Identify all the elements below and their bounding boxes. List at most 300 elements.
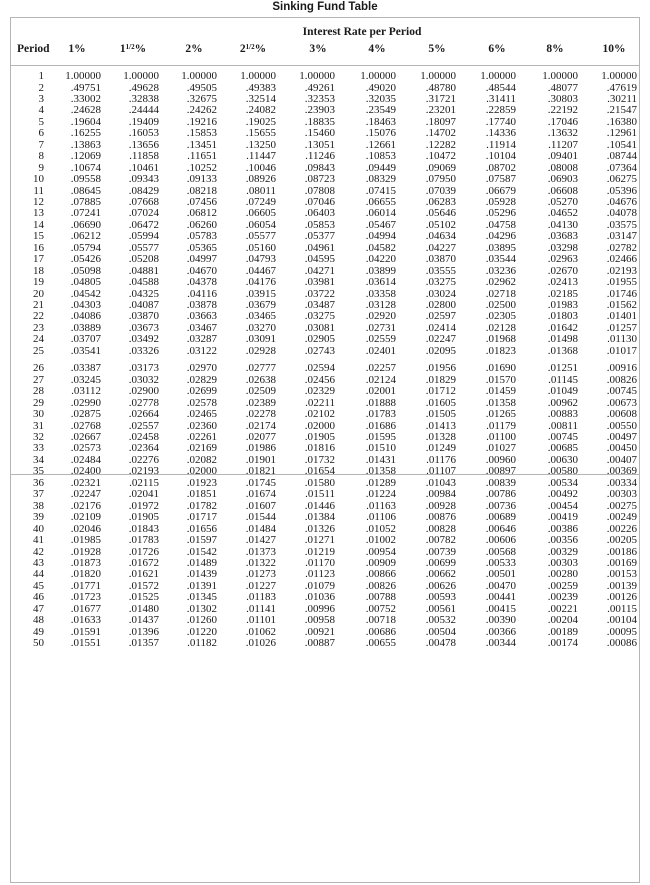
value-cell: .00752 — [365, 602, 396, 615]
value-cell: .01480 — [128, 602, 159, 615]
value-cell: .02768 — [70, 419, 101, 432]
period-cell: 27 — [33, 373, 44, 386]
value-cell: .01783 — [128, 534, 159, 546]
value-cell: .03287 — [186, 333, 217, 346]
value-cell: .01712 — [425, 385, 456, 398]
value-cell: .02920 — [365, 310, 396, 323]
table-row — [0, 362, 650, 374]
value-cell: .04634 — [425, 230, 456, 243]
value-cell: .03555 — [425, 264, 456, 277]
value-cell: .02414 — [425, 321, 456, 334]
value-cell: .04582 — [365, 241, 396, 254]
table-row — [0, 127, 650, 139]
value-cell: .07456 — [186, 195, 217, 208]
table-row — [0, 477, 650, 489]
value-cell: .01251 — [547, 362, 578, 375]
value-cell: .01690 — [485, 362, 516, 375]
period-cell: 7 — [38, 138, 44, 151]
value-cell: .04296 — [485, 230, 516, 243]
value-cell: .00174 — [547, 637, 578, 649]
table-row — [0, 322, 650, 334]
header-rate — [352, 43, 402, 55]
value-cell: .08008 — [547, 161, 578, 174]
value-cell: .14336 — [485, 127, 516, 140]
value-cell: .07587 — [485, 173, 516, 186]
value-cell: .01595 — [365, 430, 396, 443]
value-cell: .06679 — [485, 184, 516, 197]
value-cell: .01542 — [186, 545, 217, 558]
value-cell: .03492 — [128, 333, 159, 346]
value-cell: .01674 — [245, 488, 276, 501]
value-cell: .08429 — [128, 184, 159, 197]
value-cell: .05928 — [485, 195, 516, 208]
value-cell: 1.00000 — [420, 70, 456, 82]
table-row — [0, 603, 650, 615]
value-cell: .02990 — [70, 396, 101, 409]
value-cell: .24628 — [70, 104, 101, 117]
value-cell: .03663 — [186, 310, 217, 323]
value-cell: .03870 — [128, 310, 159, 323]
value-cell: .19025 — [245, 115, 276, 128]
value-cell: .07046 — [304, 195, 335, 208]
value-cell: .00561 — [425, 602, 456, 615]
table-row — [0, 420, 650, 432]
value-cell: .01723 — [70, 591, 101, 604]
value-cell: .03889 — [70, 321, 101, 334]
value-cell: .05577 — [128, 241, 159, 254]
table-row — [0, 345, 650, 357]
value-cell: .02400 — [70, 465, 101, 478]
value-cell: .07808 — [304, 184, 335, 197]
value-cell: .04271 — [304, 264, 335, 277]
value-cell: .02905 — [304, 333, 335, 346]
value-cell: .03683 — [547, 230, 578, 243]
value-cell: .01551 — [70, 637, 101, 649]
value-cell: .13051 — [304, 138, 335, 151]
value-cell: .11858 — [129, 150, 159, 163]
value-cell: .03326 — [128, 344, 159, 357]
value-cell: .01956 — [425, 362, 456, 375]
value-cell: .02875 — [70, 408, 101, 420]
period-cell: 47 — [33, 602, 44, 615]
table-row — [0, 454, 650, 466]
value-cell: .02247 — [70, 488, 101, 501]
header-rate — [108, 43, 158, 55]
value-cell: .00550 — [606, 419, 637, 432]
table-row — [0, 534, 650, 546]
value-cell: .01544 — [245, 511, 276, 524]
value-cell: .03679 — [245, 299, 276, 311]
value-cell: .01686 — [365, 419, 396, 432]
value-cell: .02829 — [186, 373, 217, 386]
value-cell: .10674 — [70, 161, 101, 174]
value-cell: .00606 — [485, 534, 516, 546]
period-cell: 22 — [33, 310, 44, 323]
value-cell: .01062 — [245, 625, 276, 638]
value-cell: .05994 — [128, 230, 159, 243]
value-cell: .02500 — [485, 299, 516, 311]
value-cell: .09843 — [304, 161, 335, 174]
value-cell: .02077 — [245, 430, 276, 443]
value-cell: .00887 — [304, 637, 335, 649]
value-cell: .01821 — [245, 465, 276, 478]
value-cell: .03122 — [186, 344, 217, 357]
value-cell: .04793 — [245, 253, 276, 266]
value-cell: .00928 — [425, 499, 456, 512]
value-cell: .02176 — [70, 499, 101, 512]
header-rate — [530, 43, 580, 55]
value-cell: .01968 — [485, 333, 516, 346]
value-cell: .01816 — [304, 442, 335, 455]
value-cell: .02573 — [70, 442, 101, 455]
table-row — [0, 207, 650, 219]
value-cell: .04086 — [70, 310, 101, 323]
value-cell: .03245 — [70, 373, 101, 386]
value-cell: .03541 — [70, 344, 101, 357]
value-cell: .01983 — [547, 299, 578, 311]
value-cell: .02699 — [186, 385, 217, 398]
period-cell: 48 — [33, 614, 44, 627]
value-cell: .48780 — [425, 81, 456, 94]
value-cell: .00699 — [425, 556, 456, 569]
table-row — [0, 580, 650, 592]
header-rate — [412, 43, 462, 55]
period-cell: 1 — [38, 70, 44, 82]
period-cell: 30 — [33, 408, 44, 420]
value-cell: .32514 — [245, 92, 276, 105]
value-cell: 1.00000 — [240, 70, 276, 82]
value-cell: .03915 — [245, 287, 276, 300]
value-cell: 1.00000 — [542, 70, 578, 82]
value-cell: .04220 — [365, 253, 396, 266]
value-cell: .00095 — [606, 625, 637, 638]
value-cell: .00916 — [606, 362, 637, 375]
value-cell: .09069 — [425, 161, 456, 174]
value-cell: .15460 — [304, 127, 335, 140]
value-cell: .01123 — [305, 568, 335, 581]
table-row — [0, 637, 650, 649]
table-row — [0, 70, 650, 82]
value-cell: .01572 — [128, 579, 159, 592]
table-row — [0, 591, 650, 603]
value-cell: .02509 — [245, 385, 276, 398]
value-cell: .01107 — [426, 465, 456, 478]
header-rate-main: 6% — [488, 43, 506, 55]
value-cell: .03147 — [606, 230, 637, 243]
value-cell: .21547 — [606, 104, 637, 117]
period-cell: 15 — [33, 230, 44, 243]
value-cell: .02962 — [485, 276, 516, 289]
value-cell: .23549 — [365, 104, 396, 117]
header-rate-suffix: % — [134, 43, 147, 55]
value-cell: .00883 — [547, 408, 578, 420]
value-cell: .01396 — [128, 625, 159, 638]
header-rate — [169, 43, 219, 55]
value-cell: .02484 — [70, 453, 101, 466]
value-cell: .01607 — [245, 499, 276, 512]
value-cell: .09401 — [547, 150, 578, 163]
value-cell: .16380 — [606, 115, 637, 128]
value-cell: .11651 — [187, 150, 217, 163]
value-cell: .00608 — [606, 408, 637, 420]
value-cell: .01851 — [186, 488, 217, 501]
value-cell: .13863 — [70, 138, 101, 151]
value-cell: .18835 — [304, 115, 335, 128]
value-cell: .00984 — [425, 488, 456, 501]
table-row — [0, 385, 650, 397]
value-cell: .12282 — [425, 138, 456, 151]
value-cell: .01439 — [186, 568, 217, 581]
value-cell: 1.00000 — [601, 70, 637, 82]
value-cell: .00334 — [606, 476, 637, 489]
period-cell: 49 — [33, 625, 44, 638]
value-cell: .07241 — [70, 207, 101, 220]
value-cell: .01182 — [187, 637, 217, 649]
period-cell: 29 — [33, 396, 44, 409]
value-cell: .03487 — [304, 299, 335, 311]
value-cell: .06812 — [186, 207, 217, 220]
value-cell: .01145 — [548, 373, 578, 386]
value-cell: .17740 — [485, 115, 516, 128]
value-cell: .01928 — [70, 545, 101, 558]
value-cell: .03878 — [186, 299, 217, 311]
value-cell: .00630 — [547, 453, 578, 466]
value-cell: .32035 — [365, 92, 396, 105]
period-cell: 25 — [33, 344, 44, 357]
value-cell: .01498 — [547, 333, 578, 346]
value-cell: .00492 — [547, 488, 578, 501]
value-cell: .01049 — [547, 385, 578, 398]
value-cell: .01427 — [245, 534, 276, 546]
value-cell: .49628 — [128, 81, 159, 94]
value-cell: .08926 — [245, 173, 276, 186]
period-cell: 37 — [33, 488, 44, 501]
value-cell: .01873 — [70, 556, 101, 569]
value-cell: .01249 — [425, 442, 456, 455]
period-cell: 45 — [33, 579, 44, 592]
value-cell: .03870 — [425, 253, 456, 266]
value-cell: .03895 — [485, 241, 516, 254]
value-cell: .00739 — [425, 545, 456, 558]
value-cell: .01220 — [186, 625, 217, 638]
value-cell: .00303 — [606, 488, 637, 501]
value-cell: .01820 — [70, 568, 101, 581]
value-cell: .15655 — [245, 127, 276, 140]
value-cell: .03081 — [304, 321, 335, 334]
value-cell: .00532 — [425, 614, 456, 627]
value-cell: .01257 — [606, 321, 637, 334]
value-cell: .05577 — [245, 230, 276, 243]
value-cell: .05160 — [245, 241, 276, 254]
value-cell: .01026 — [245, 637, 276, 649]
value-cell: .15076 — [365, 127, 396, 140]
value-cell: .00646 — [485, 522, 516, 535]
value-cell: .04303 — [70, 299, 101, 311]
value-cell: .02465 — [186, 408, 217, 420]
value-cell: 1.00000 — [480, 70, 516, 82]
value-cell: .01183 — [246, 591, 276, 604]
value-cell: .02247 — [425, 333, 456, 346]
value-cell: .00685 — [547, 442, 578, 455]
value-cell: .01271 — [304, 534, 335, 546]
value-cell: .01027 — [485, 442, 516, 455]
value-cell: .12661 — [365, 138, 396, 151]
table-row — [0, 465, 650, 477]
value-cell: .01358 — [365, 465, 396, 478]
value-cell: .02458 — [128, 430, 159, 443]
value-cell: .02456 — [304, 373, 335, 386]
value-cell: .00169 — [606, 556, 637, 569]
value-cell: .01972 — [128, 499, 159, 512]
value-cell: .00226 — [606, 522, 637, 535]
value-cell: .02594 — [304, 362, 335, 375]
page-title: Sinking Fund Table — [272, 1, 378, 13]
value-cell: .01525 — [128, 591, 159, 604]
value-cell: .05270 — [547, 195, 578, 208]
value-cell: .01141 — [246, 602, 276, 615]
value-cell: .01829 — [425, 373, 456, 386]
value-cell: .02360 — [186, 419, 217, 432]
value-cell: .03358 — [365, 287, 396, 300]
value-cell: .04961 — [304, 241, 335, 254]
value-cell: .02041 — [128, 488, 159, 501]
value-cell: .01176 — [426, 453, 456, 466]
value-cell: .48077 — [547, 81, 578, 94]
table-row — [0, 408, 650, 420]
value-cell: .06054 — [245, 218, 276, 231]
table-row — [0, 185, 650, 197]
header-rate-main: 2% — [185, 43, 203, 55]
header-rate-suffix: % — [254, 43, 267, 55]
table-row — [0, 104, 650, 116]
value-cell: .10541 — [606, 138, 637, 151]
value-cell: .01260 — [186, 614, 217, 627]
value-cell: .02664 — [128, 408, 159, 420]
value-cell: .02778 — [128, 396, 159, 409]
value-cell: .07024 — [128, 207, 159, 220]
value-cell: .17046 — [547, 115, 578, 128]
value-cell: .06275 — [606, 173, 637, 186]
period-cell: 34 — [33, 453, 44, 466]
value-cell: .02095 — [425, 344, 456, 357]
value-cell: .02782 — [606, 241, 637, 254]
value-cell: .13250 — [245, 138, 276, 151]
value-cell: .11246 — [305, 150, 335, 163]
value-cell: .01106 — [366, 511, 396, 524]
value-cell: .01357 — [128, 637, 159, 649]
value-cell: .03544 — [485, 253, 516, 266]
value-cell: .01219 — [304, 545, 335, 558]
value-cell: .00356 — [547, 534, 578, 546]
value-cell: .03024 — [425, 287, 456, 300]
value-cell: .01905 — [128, 511, 159, 524]
period-cell: 6 — [38, 127, 44, 140]
value-cell: .00501 — [485, 568, 516, 581]
value-cell: .00960 — [485, 453, 516, 466]
value-cell: .02109 — [70, 511, 101, 524]
column-group-title: Interest Rate per Period — [302, 26, 422, 38]
value-cell: .03128 — [365, 299, 396, 311]
value-cell: .02329 — [304, 385, 335, 398]
value-cell: .00962 — [547, 396, 578, 409]
value-cell: .02718 — [485, 287, 516, 300]
value-cell: .05098 — [70, 264, 101, 277]
value-cell: .02305 — [485, 310, 516, 323]
value-cell: .00415 — [485, 602, 516, 615]
value-cell: .32353 — [304, 92, 335, 105]
value-cell: 1.00000 — [123, 70, 159, 82]
value-cell: .01511 — [305, 488, 335, 501]
header-rate-main: 5% — [428, 43, 446, 55]
value-cell: .23903 — [304, 104, 335, 117]
value-cell: .01771 — [70, 579, 101, 592]
header-rate-main: 3% — [309, 43, 327, 55]
value-cell: .02124 — [365, 373, 396, 386]
value-cell: .02128 — [485, 321, 516, 334]
value-cell: .01803 — [547, 310, 578, 323]
value-cell: .01605 — [425, 396, 456, 409]
value-cell: .01621 — [128, 568, 159, 581]
value-cell: .00866 — [365, 568, 396, 581]
value-cell: .02046 — [70, 522, 101, 535]
period-cell: 26 — [33, 362, 44, 375]
value-cell: .33002 — [70, 92, 101, 105]
value-cell: .02000 — [304, 419, 335, 432]
value-cell: .04227 — [425, 241, 456, 254]
value-cell: .01905 — [304, 430, 335, 443]
period-cell: 33 — [33, 442, 44, 455]
period-cell: 2 — [38, 81, 44, 94]
value-cell: .00478 — [425, 637, 456, 649]
value-cell: .02928 — [245, 344, 276, 357]
table-row — [0, 196, 650, 208]
value-cell: .02115 — [129, 476, 159, 489]
value-cell: .02743 — [304, 344, 335, 357]
table-row — [0, 265, 650, 277]
value-cell: .01326 — [304, 522, 335, 535]
value-cell: .02731 — [365, 321, 396, 334]
table-row — [0, 276, 650, 288]
table-row — [0, 230, 650, 242]
value-cell: .03032 — [128, 373, 159, 386]
value-cell: .04758 — [485, 218, 516, 231]
value-cell: .10853 — [365, 150, 396, 163]
table-row — [0, 242, 650, 254]
value-cell: .06014 — [365, 207, 396, 220]
value-cell: .02800 — [425, 299, 456, 311]
value-cell: .01955 — [606, 276, 637, 289]
value-cell: .00386 — [547, 522, 578, 535]
table-row — [0, 431, 650, 443]
value-cell: .01985 — [70, 534, 101, 546]
value-cell: .02193 — [606, 264, 637, 277]
value-cell: .15853 — [186, 127, 217, 140]
value-cell: .16053 — [128, 127, 159, 140]
value-cell: .03673 — [128, 321, 159, 334]
header-divider — [10, 65, 640, 66]
value-cell: .07668 — [128, 195, 159, 208]
value-cell: .02413 — [547, 276, 578, 289]
value-cell: .00826 — [365, 579, 396, 592]
value-cell: .02321 — [70, 476, 101, 489]
value-cell: .01446 — [304, 499, 335, 512]
value-cell: .01101 — [246, 614, 276, 627]
value-cell: .02578 — [186, 396, 217, 409]
value-cell: .04588 — [128, 276, 159, 289]
value-cell: .01677 — [70, 602, 101, 615]
value-cell: .02000 — [186, 465, 217, 478]
table-row — [0, 310, 650, 322]
